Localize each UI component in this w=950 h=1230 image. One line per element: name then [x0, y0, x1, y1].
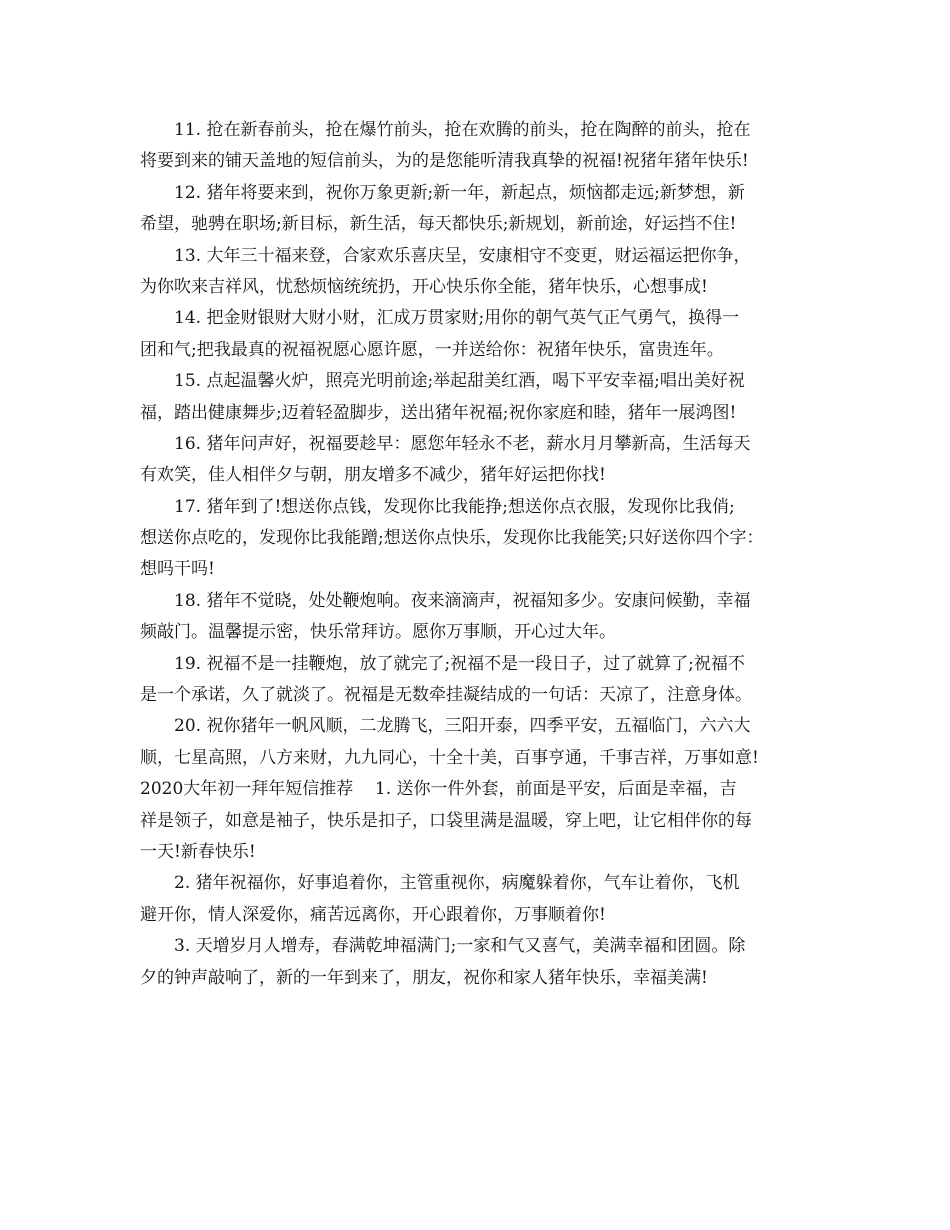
paragraph-line: 团和气;把我最真的祝福祝愿心愿许愿，一并送给你：祝猪年快乐，富贵连年。	[140, 339, 724, 360]
paragraph-line: 一天!新春快乐!	[140, 841, 256, 862]
paragraph-line: 将要到来的铺天盖地的短信前头，为的是您能听清我真挚的祝福!祝猪年猪年快乐!	[140, 151, 749, 172]
paragraph-line: 12. 猪年将要来到，祝你万象更新;新一年，新起点，烦恼都走远;新梦想，新	[174, 182, 745, 203]
paragraph-line: 避开你，情人深爱你，痛苦远离你，开心跟着你，万事顺着你!	[140, 904, 606, 925]
paragraph-line: 13. 大年三十福来登，合家欢乐喜庆呈，安康相守不变更，财运福运把你争，	[174, 245, 751, 266]
paragraph-line: 15. 点起温馨火炉，照亮光明前途;举起甜美红酒，喝下平安幸福;唱出美好祝	[174, 371, 745, 392]
paragraph-line: 11. 抢在新春前头，抢在爆竹前头，抢在欢腾的前头，抢在陶醉的前头，抢在	[174, 120, 751, 140]
paragraph-line: 夕的钟声敲响了，新的一年到来了，朋友，祝你和家人猪年快乐，幸福美满!	[140, 967, 708, 988]
paragraph-line: 19. 祝福不是一挂鞭炮，放了就完了;祝福不是一段日子，过了就算了;祝福不	[174, 653, 745, 674]
paragraph-line: 是一个承诺，久了就淡了。祝福是无数牵挂凝结成的一句话：天凉了，注意身体。	[140, 685, 752, 706]
paragraph-line: 2. 猪年祝福你，好事追着你，主管重视你，病魔躲着你，气车让着你，飞机	[174, 873, 740, 894]
document-body	[140, 115, 820, 994]
paragraph-line: 想送你点吃的，发现你比我能蹭;想送你点快乐，发现你比我能笑;只好送你四个字：	[140, 528, 764, 549]
section-heading-line: 2020大年初一拜年短信推荐 1. 送你一件外套，前面是平安，后面是幸福，吉	[140, 779, 737, 800]
paragraph-line: 有欢笑，佳人相伴夕与朝，朋友增多不减少，猪年好运把你找!	[140, 465, 606, 486]
paragraph-line: 14. 把金财银财大财小财，汇成万贯家财;用你的朝气英气正气勇气，换得一	[174, 308, 740, 329]
paragraph-line: 祥是领子，如意是袖子，快乐是扣子，口袋里满是温暖，穿上吧，让它相伴你的每	[140, 810, 752, 831]
paragraph-line: 20. 祝你猪年一帆风顺，二龙腾飞，三阳开泰，四季平安，五福临门，六六大	[174, 716, 751, 737]
paragraph-line: 顺，七星高照，八方来财，九九同心，十全十美，百事亨通，千事吉祥，万事如意!	[140, 747, 759, 768]
paragraph-line: 17. 猪年到了!想送你点钱，发现你比我能挣;想送你点衣服，发现你比我俏;	[174, 496, 735, 517]
paragraph-line: 16. 猪年问声好，祝福要趁早：愿您年轻永不老，薪水月月攀新高，生活每天	[174, 433, 751, 454]
paragraph-line: 为你吹来吉祥风，忧愁烦恼统统扔，开心快乐你全能，猪年快乐，心想事成!	[140, 276, 708, 297]
paragraph-line: 希望，驰骋在职场;新目标，新生活，每天都快乐;新规划，新前途，好运挡不住!	[140, 214, 737, 235]
paragraph-line: 福，踏出健康舞步;迈着轻盈脚步，送出猪年祝福;祝你家庭和睦，猪年一展鸿图!	[140, 402, 737, 423]
paragraph-line: 想吗干吗!	[140, 559, 215, 580]
paragraph-line: 3. 天增岁月人增寿，春满乾坤福满门;一家和气又喜气，美满幸福和团圆。除	[174, 936, 746, 957]
paragraph-line: 频敲门。温馨提示密，快乐常拜访。愿你万事顺，开心过大年。	[140, 622, 616, 643]
paragraph-line: 18. 猪年不觉晓，处处鞭炮响。夜来滴滴声，祝福知多少。安康问候勤，幸福	[174, 590, 751, 611]
